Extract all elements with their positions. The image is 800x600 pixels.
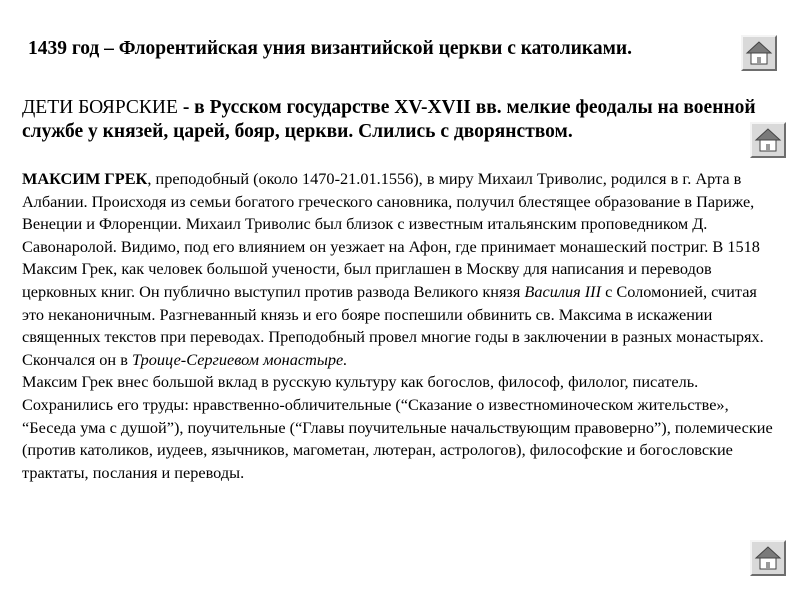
trinity-monastery: Троице-Сергиевом монастыре: [131, 349, 344, 369]
maksim-text-2: с Соломонией, считая это неканоничным. Разгневанный князь и его бояре поспешили обвинить св. Максима в искажении священных текстов при переводах. Преподобный провел многие годы в заключении в разных монастырях. Скончался он в: [22, 281, 764, 369]
home-icon: [745, 39, 773, 67]
maksim-text-1: , преподобный (около 1470-21.01.1556), в миру Михаил Триволис, родился в г. Арта в Албании. Происходя из семьи богатого греческого сановника, получил блестящее образование в Париже, Венеции и Флоренции. Михаил Триволис был близок с известным итальянским проповедником Д. Савонаролой. Видимо, под его влиянием он уезжает на Афон, где принимает монашеский постриг. В 1518 Максим Грек, как человек большой учености, был приглашен в Москву для написания и переводов церковных книг. Он публично выступил против развода Великого князя: [22, 169, 760, 301]
home-icon: [754, 126, 782, 154]
deti-boyarskie-definition: [22, 96, 792, 144]
vasily-iii: Василия III: [524, 281, 602, 301]
maksim-text-3: Максим Грек внес большой вклад в русскую культуру как богослов, философ, филолог, писатель. Сохранились его труды: нравственно-обличительные (“Сказание о известноминоческом жительстве», “Беседа ума с душой”), поучительные (“Главы поучительные начальствующим правоверно”), полемические (против католиков, иудеев, язычников, магометан, лютеран, астрологов), философские и богословские трактаты, послания и переводы.: [22, 372, 773, 482]
heading-florentine-union: 1439 год – Флорентийская уния византийской церкви с католиками.: [28, 38, 632, 59]
maksim-grek-name: МАКСИМ ГРЕК: [22, 169, 148, 188]
maksim-grek-article: [22, 168, 782, 484]
term-deti-boyarskie: ДЕТИ БОЯРСКИЕ: [22, 97, 178, 118]
maksim-text-2-end: .: [343, 349, 348, 369]
home-button[interactable]: [741, 35, 777, 71]
deti-definition-text: - в Русском государстве XV-XVII вв. мелкие феодалы на военной службе у князей, царей, бояр, церкви. Слились с дворянством.: [22, 97, 756, 142]
home-button[interactable]: [750, 122, 786, 158]
home-icon: [754, 544, 782, 572]
home-button[interactable]: [750, 540, 786, 576]
